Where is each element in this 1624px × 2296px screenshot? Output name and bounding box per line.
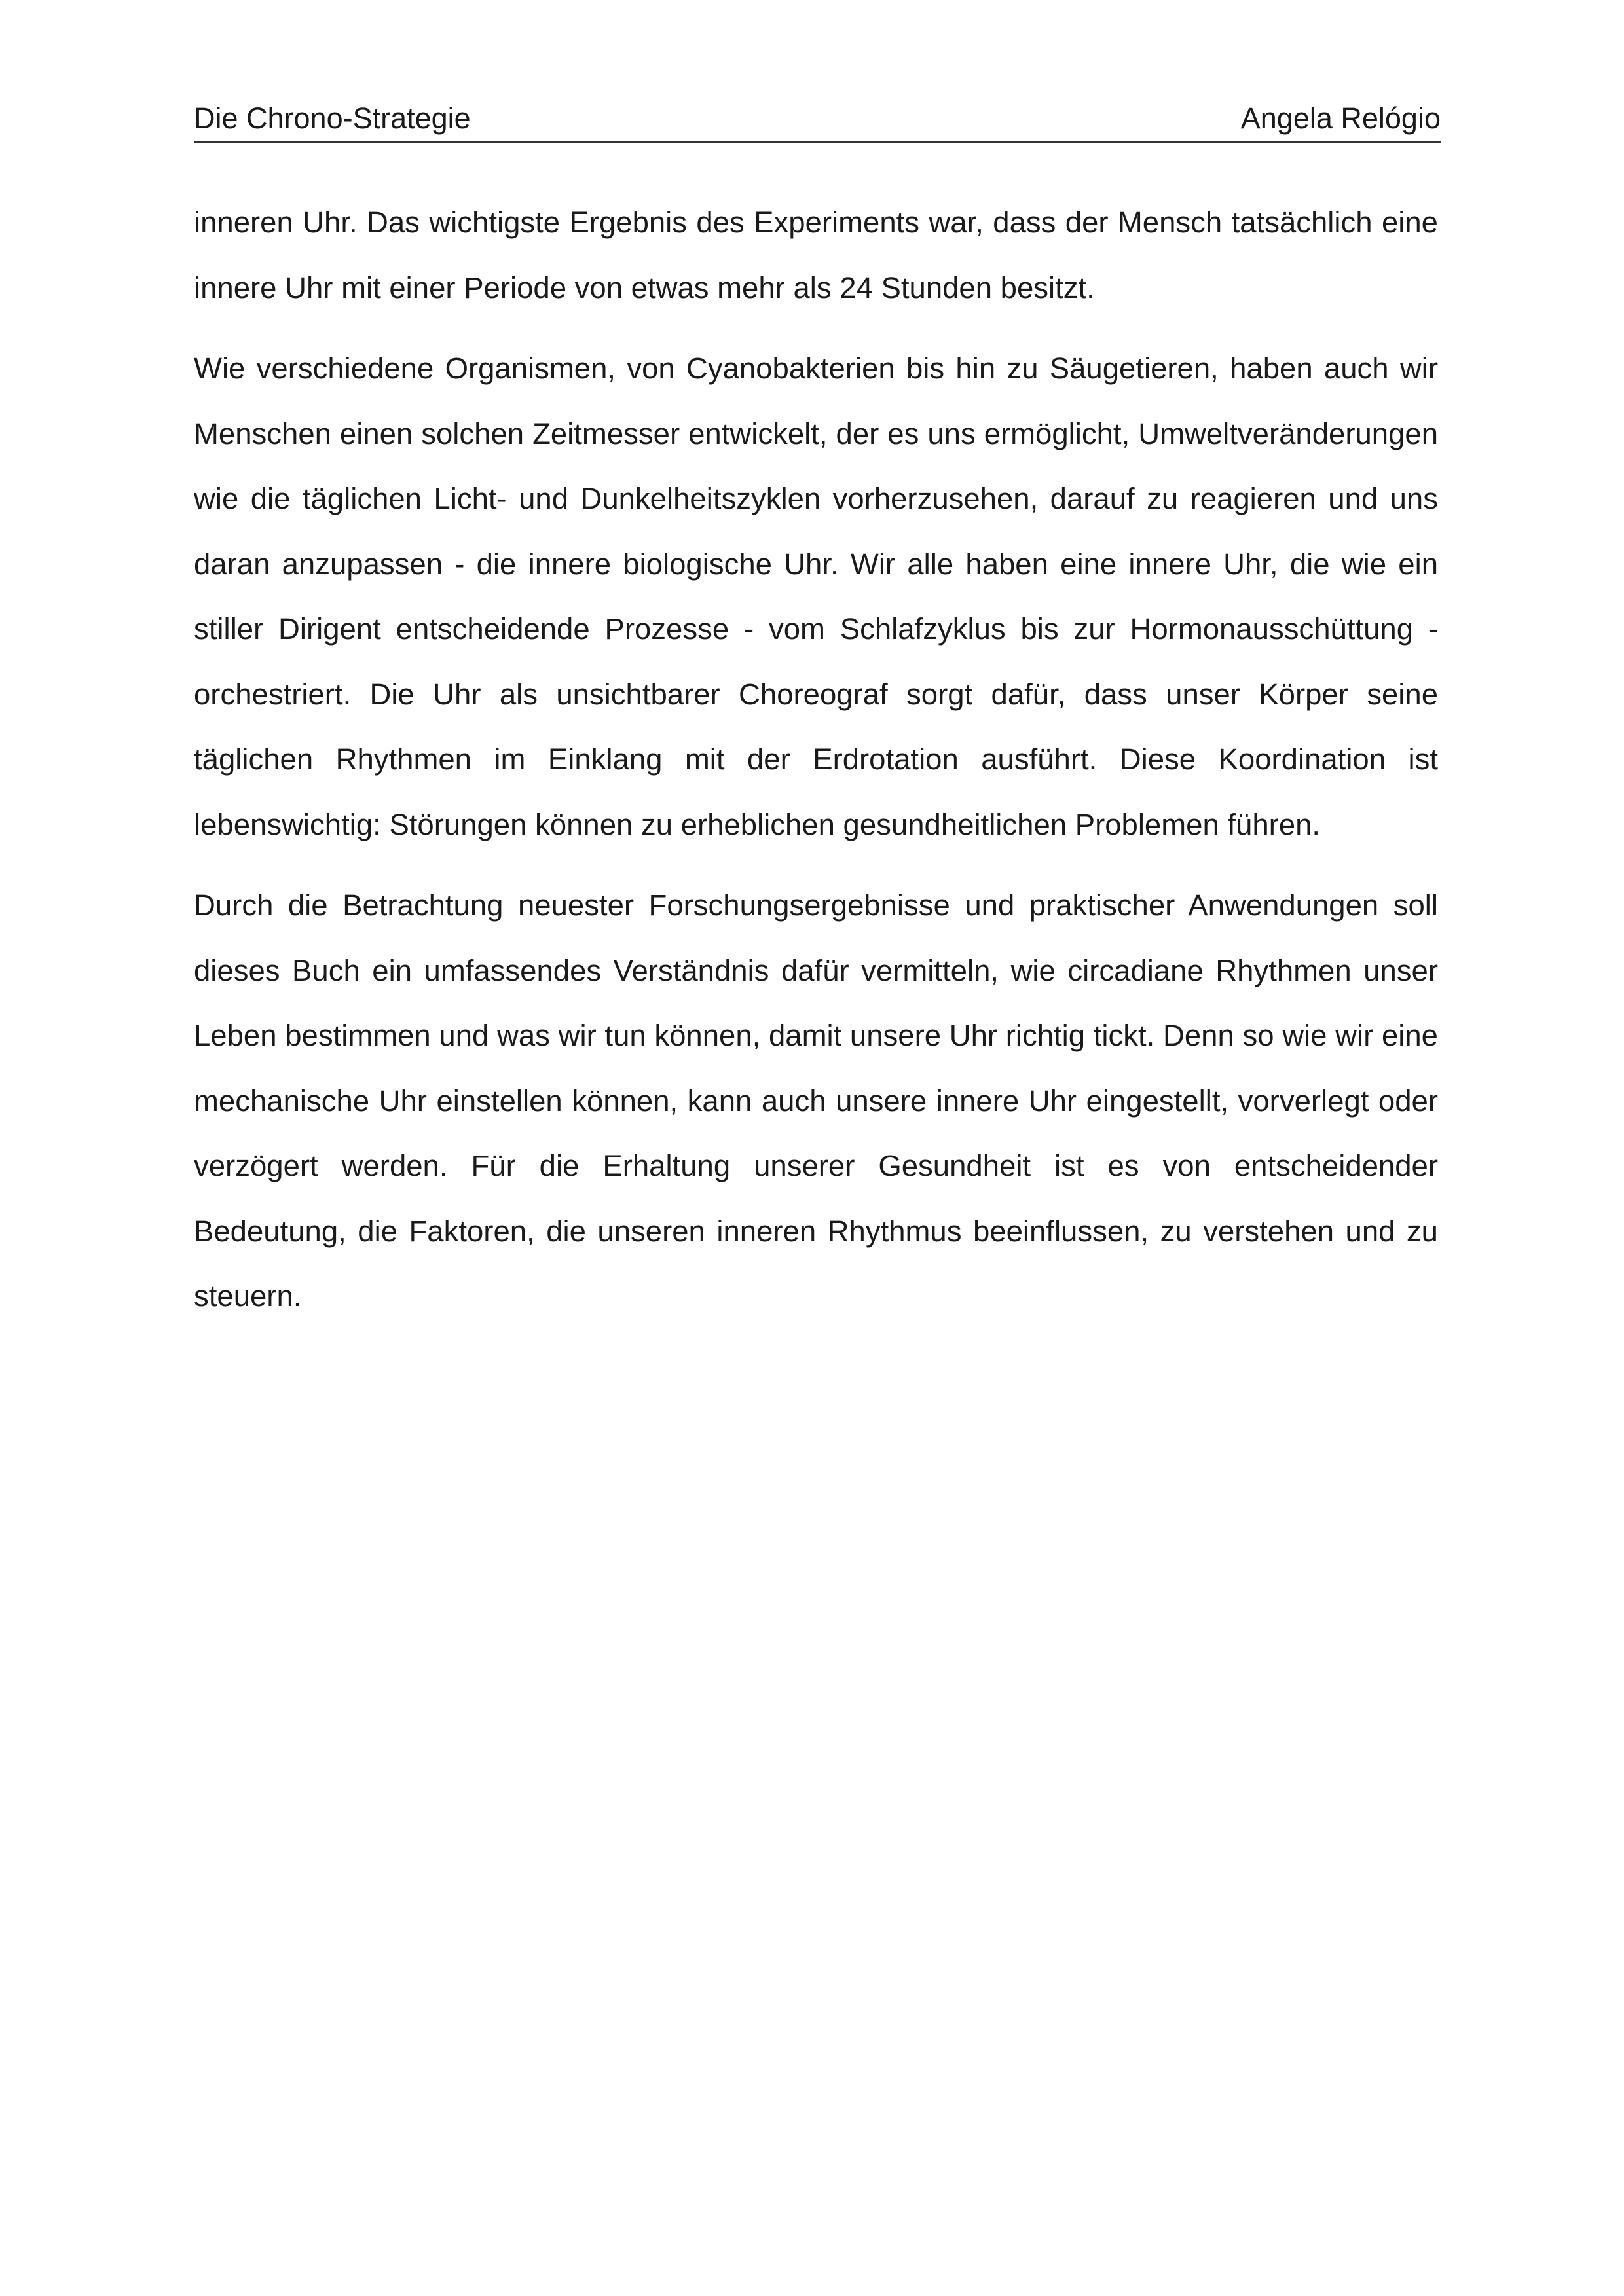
paragraph: Wie verschiedene Organismen, von Cyanobakterien bis hin zu Säugetieren, haben auch wir Menschen einen solchen Zeitmesser entwickelt, der es uns ermöglicht, Umweltveränderungen wie die täglichen Licht- und Dunkelheitszyklen vorherzusehen, darauf zu reagieren und uns daran anzupassen - die innere biologische Uhr. Wir alle haben eine innere Uhr, die wie ein stiller Dirigent entscheidende Prozesse - vom Schlafzyklus bis zur Hormonausschüttung - orchestriert. Die Uhr als unsichtbarer Choreograf sorgt dafür, dass unser Körper seine täglichen Rhythmen im Einklang mit der Erdrotation ausführt. Diese Koordination ist lebenswichtig: Störungen können zu erheblichen gesundheitlichen Problemen führen.	[194, 352, 1438, 841]
header-book-title: Die Chrono-Strategie	[194, 101, 471, 135]
paragraph: Durch die Betrachtung neuester Forschungsergebnisse und praktischer Anwendungen soll dieses Buch ein umfassendes Verständnis dafür vermitteln, wie circadiane Rhythmen unser Leben bestimmen und was wir tun können, damit unsere Uhr richtig tickt. Denn so wie wir eine mechanische Uhr einstellen können, kann auch unsere innere Uhr eingestellt, vorverlegt oder verzögert werden. Für die Erhaltung unserer Gesundheit ist es von entscheidender Bedeutung, die Faktoren, die unseren inneren Rhythmus beeinflussen, zu verstehen und zu steuern.	[194, 888, 1438, 1313]
header-author: Angela Relógio	[1240, 101, 1441, 135]
running-header	[194, 98, 1441, 143]
body-text	[194, 190, 1438, 1345]
paragraph: inneren Uhr. Das wichtigste Ergebnis des Experiments war, dass der Mensch tatsächlich eine innere Uhr mit einer Periode von etwas mehr als 24 Stunden besitzt.	[194, 206, 1438, 304]
